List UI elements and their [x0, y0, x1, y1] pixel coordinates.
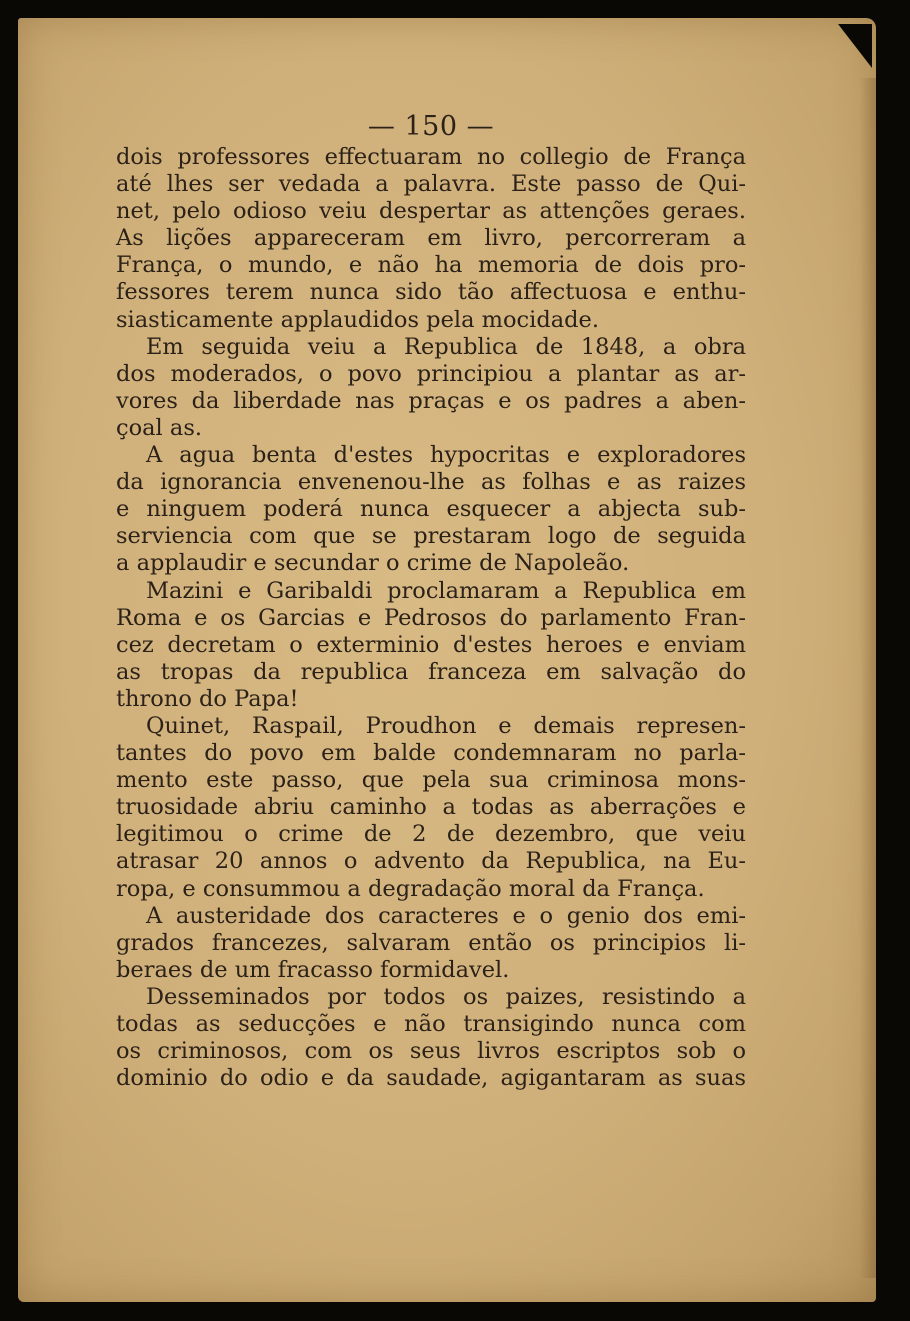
- text-line: A agua benta d'estes hypocritas e exploradores: [146, 442, 746, 469]
- text-line: mento este passo, que pela sua criminosa mons-: [116, 767, 746, 794]
- text-line: truosidade abriu caminho a todas as aberrações e: [116, 794, 746, 821]
- book-page: [18, 18, 876, 1302]
- text-line: e ninguem poderá nunca esquecer a abjecta sub-: [116, 496, 746, 523]
- text-line: atrasar 20 annos o advento da Republica, na Eu-: [116, 848, 746, 875]
- text-line: Roma e os Garcias e Pedrosos do parlamento Fran-: [116, 604, 746, 631]
- text-line: até lhes ser vedada a palavra. Este passo de Qui-: [116, 171, 746, 198]
- text-line: França, o mundo, e não ha memoria de dois pro-: [116, 252, 746, 279]
- text-block: [116, 144, 746, 1092]
- text-line: grados francezes, salvaram então os principios li-: [116, 929, 746, 956]
- text-line: tantes do povo em balde condemnaram no parla-: [116, 740, 746, 767]
- text-line: as tropas da republica franceza em salvação do: [116, 658, 746, 685]
- text-line: Desseminados por todos os paizes, resistindo a: [146, 983, 746, 1010]
- text-line: legitimou o crime de 2 de dezembro, que veiu: [116, 821, 746, 848]
- text-line: a applaudir e secundar o crime de Napoleão.: [116, 550, 630, 577]
- text-line: todas as seducções e não transigindo nunca com: [116, 1011, 746, 1037]
- page-content: [116, 110, 746, 1092]
- text-line: dominio do odio e da saudade, agigantaram as suas: [116, 1065, 746, 1092]
- text-line: beraes de um fracasso formidavel.: [116, 956, 510, 983]
- text-line: os criminosos, com os seus livros escriptos sob o: [116, 1038, 746, 1065]
- page-corner-fold: [838, 24, 872, 68]
- text-line: As lições appareceram em livro, percorreram a: [116, 225, 746, 252]
- text-line: A austeridade dos caracteres e o genio dos emi-: [146, 902, 746, 929]
- text-line: serviencia com que se prestaram logo de seguida: [116, 523, 746, 550]
- text-line: Em seguida veiu a Republica de 1848, a obra: [146, 333, 746, 360]
- text-line: Quinet, Raspail, Proudhon e demais represen-: [146, 712, 746, 739]
- text-line: da ignorancia envenenou-lhe as folhas e as raizes: [116, 469, 746, 496]
- page-number: — 150 —: [367, 111, 495, 142]
- text-line: Mazini e Garibaldi proclamaram a Republica em: [146, 577, 746, 604]
- text-line: dois professores effectuaram no collegio de França: [116, 144, 746, 170]
- text-line: çoal as.: [116, 414, 203, 441]
- text-line: throno do Papa!: [116, 685, 299, 712]
- text-line: siasticamente applaudidos pela mocidade.: [116, 306, 600, 333]
- text-line: dos moderados, o povo principiou a plantar as ar-: [116, 360, 746, 387]
- page-edge-shading: [860, 78, 876, 1278]
- text-line: fessores terem nunca sido tão affectuosa e enthu-: [116, 279, 746, 306]
- text-line: net, pelo odioso veiu despertar as attenções geraes.: [116, 198, 746, 225]
- text-line: vores da liberdade nas praças e os padres a aben-: [116, 387, 746, 414]
- text-line: cez decretam o exterminio d'estes heroes e enviam: [116, 631, 746, 658]
- text-line: ropa, e consummou a degradação moral da França.: [116, 875, 705, 902]
